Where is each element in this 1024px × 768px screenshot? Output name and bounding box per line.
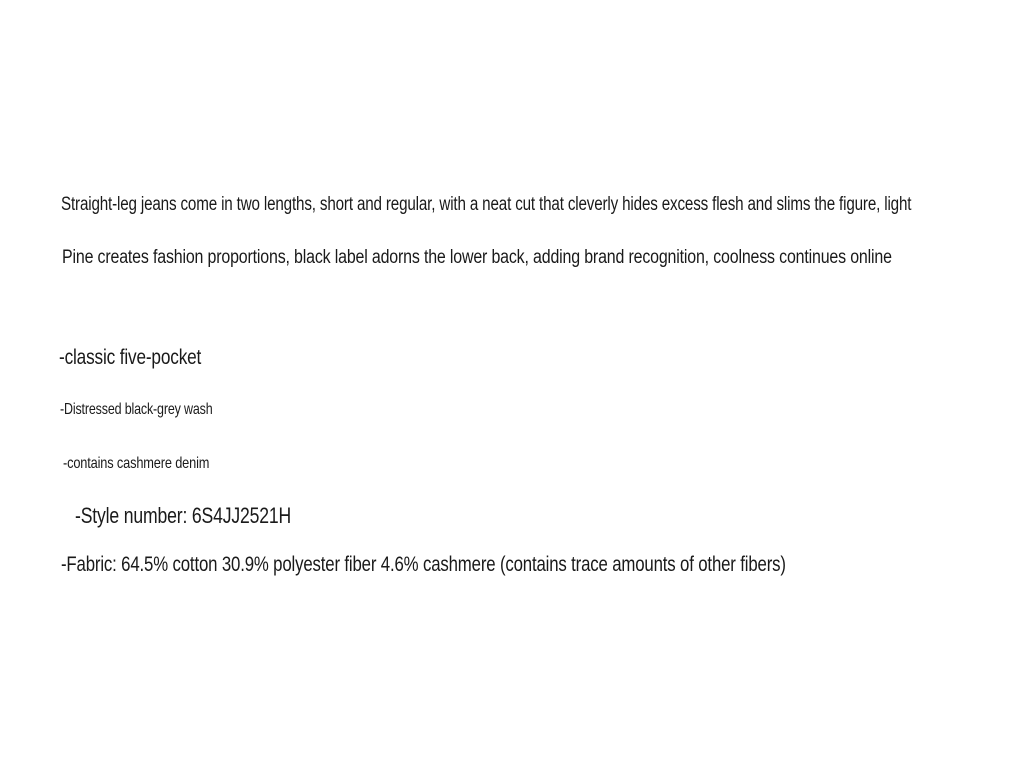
fabric-composition: -Fabric: 64.5% cotton 30.9% polyester fiber 4.6% cashmere (contains trace amounts of other fibers) — [61, 553, 786, 576]
feature-item-cashmere-denim: -contains cashmere denim — [63, 455, 210, 472]
description-line-1: Straight-leg jeans come in two lengths, short and regular, with a neat cut that cleverly hides excess flesh and slims the figure, light — [61, 194, 912, 215]
feature-item-wash: -Distressed black-grey wash — [60, 401, 213, 418]
description-line-2: Pine creates fashion proportions, black label adorns the lower back, adding brand recognition, coolness continues online — [62, 247, 892, 268]
feature-item-five-pocket: -classic five-pocket — [59, 346, 202, 369]
style-number: -Style number: 6S4JJ2521H — [75, 503, 292, 528]
